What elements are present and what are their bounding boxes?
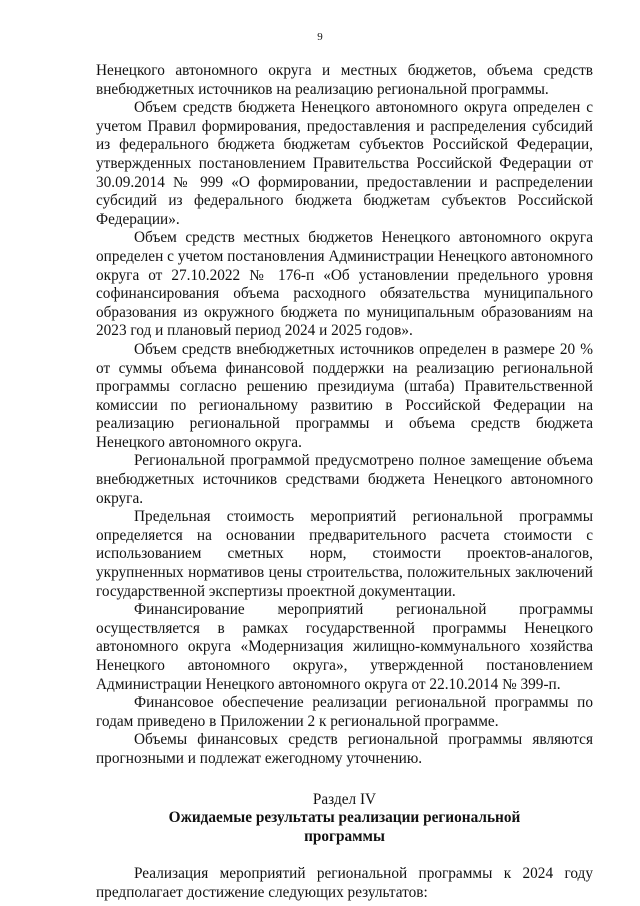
section-heading — [96, 791, 593, 847]
paragraph: Финансовое обеспечение реализации региональной программы по годам приведено в Приложении 2 к региональной программе. — [96, 694, 593, 730]
section-label: Раздел IV — [312, 790, 377, 808]
paragraph: Реализация мероприятий региональной программы к 2024 году предполагает достижение следующих результатов: — [96, 865, 593, 901]
paragraph: Предельная стоимость мероприятий региональной программы определяется на основании предварительного расчета стоимости с использованием сметных норм, стоимости проектов-аналогов, укрупненных нормативов цены строительства, положительных заключений государственной экспертизы проектной документации. — [96, 508, 593, 600]
paragraph: Региональной программой предусмотрено полное замещение объема внебюджетных источников средствами бюджета Ненецкого автономного округа. — [96, 452, 593, 507]
paragraph: Ненецкого автономного округа и местных бюджетов, объема средств внебюджетных источников на реализацию региональной программы. — [96, 62, 593, 98]
section-title: Ожидаемые результаты реализации региональной программы — [168, 809, 521, 845]
document-body — [96, 62, 593, 903]
paragraph: Объем средств местных бюджетов Ненецкого автономного округа определен с учетом постановления Администрации Ненецкого автономного округа от 27.10.2022 № 176-п «Об установлении предельного уровня софинансирования объема расходного обязательства муниципального образования из окружного бюджета по муниципальным образованиям на 2023 год и плановый период 2024 и 2025 годов». — [96, 229, 593, 340]
paragraph: Финансирование мероприятий региональной программы осуществляется в рамках государственной программы Ненецкого автономного округа «Модернизация жилищно-коммунального хозяйства Ненецкого автономного округа», утвержденной постановлением Администрации Ненецкого автономного округа от 22.10.2014 № 399-п. — [96, 601, 593, 693]
paragraph: Объем средств внебюджетных источников определен в размере 20 % от суммы объема финансовой поддержки на реализацию региональной программы согласно решению президиума (штаба) Правительственной комиссии по региональному развитию в Российской Федерации на реализацию региональной программы и объема средств бюджета Ненецкого автономного округа. — [96, 340, 593, 451]
paragraph: Объем средств бюджета Ненецкого автономного округа определен с учетом Правил формирования, предоставления и распределения субсидий из федерального бюджета бюджетам субъектов Российской Федерации, утвержденных постановлением Правительства Российской Федерации от 30.09.2014 № 999 «О формировании, предоставлении и распределении субсидий из федерального бюджета бюджетам субъектов Российской Федерации». — [96, 99, 593, 228]
page-number: 9 — [317, 31, 323, 43]
paragraph: Объемы финансовых средств региональной программы являются прогнозными и подлежат ежегодному уточнению. — [96, 731, 593, 767]
